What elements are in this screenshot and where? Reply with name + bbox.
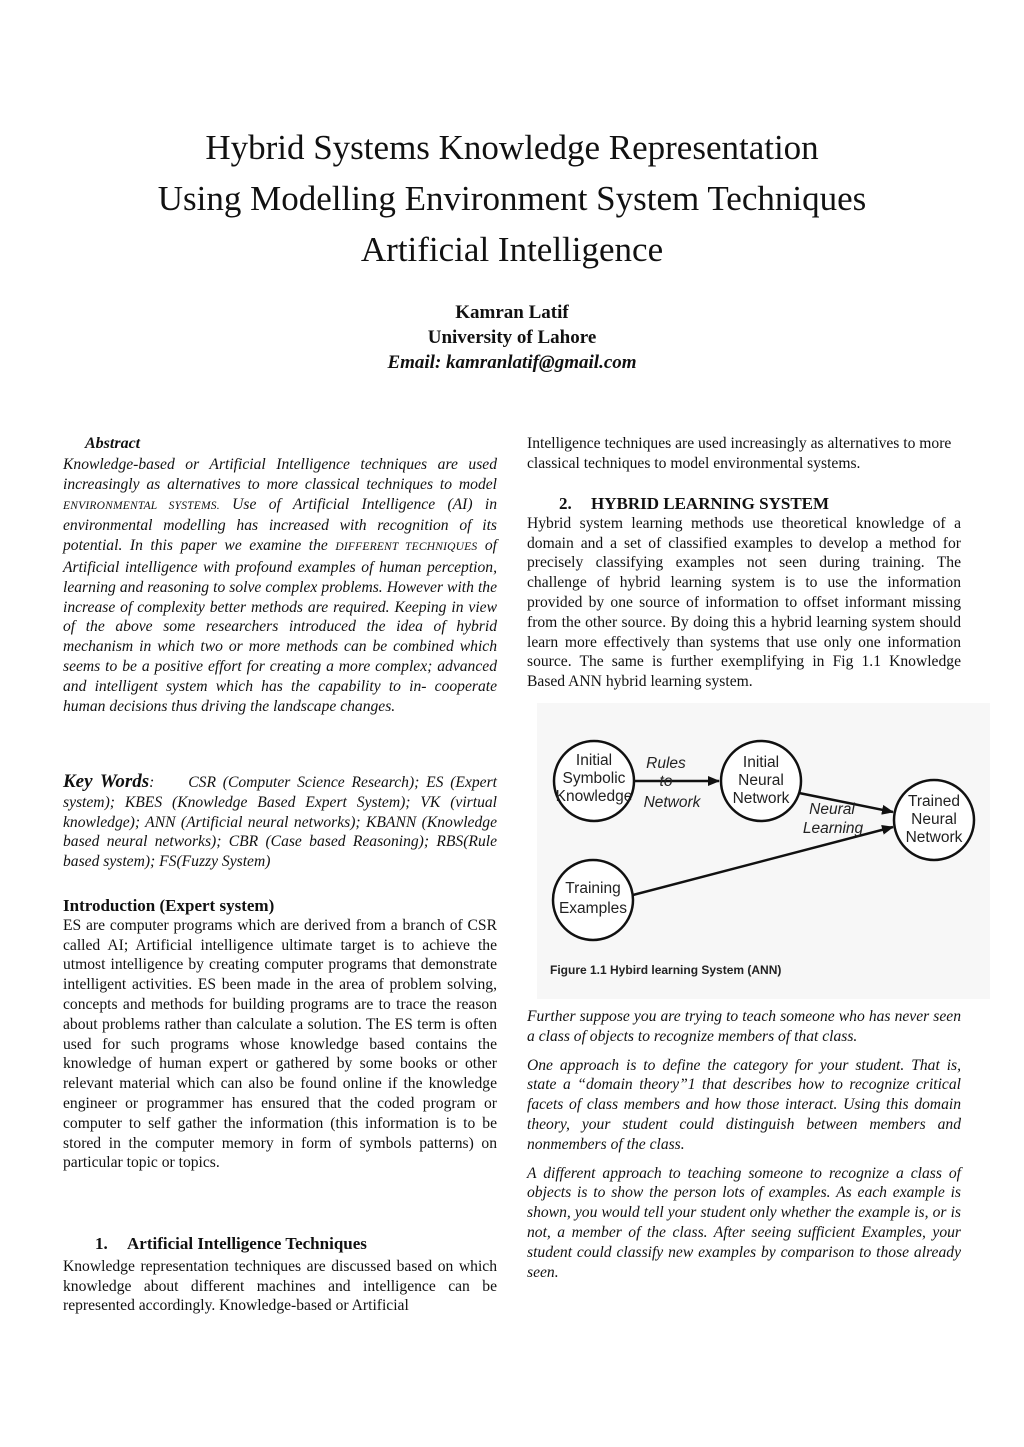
section-2-number: 2. [559, 494, 572, 513]
abstract-text [63, 455, 497, 716]
node-initial-symbolic-line3: Knowledge [555, 788, 633, 805]
author-name: Kamran Latif [455, 302, 569, 323]
section-1 [63, 1234, 497, 1316]
title-line-2: Using Modelling Environment System Techniques [157, 179, 867, 218]
node-initial-symbolic-line1: Initial [575, 752, 613, 769]
figure-caption: Figure 1.1 Hybird learning System (ANN) [550, 963, 782, 977]
abstract-smallcaps-2: DIFFERENT TECHNIQUES [335, 541, 478, 554]
abstract-text-b: Use of Artificial Intelligence (AI) in environmental modelling has increased with recognition of its potential. In this paper we examine the [63, 495, 497, 555]
section-1-text: Knowledge representation techniques are discussed based on which knowledge about different machines and intelligence can be represented accordingly. Knowledge-based or Artificial [63, 1257, 497, 1315]
section-1-continued [527, 434, 961, 474]
section-2-heading [527, 494, 961, 514]
abstract-smallcaps-1: ENVIRONMENTAL SYSTEMS. [63, 499, 220, 512]
keywords-label: Key Words [63, 771, 150, 792]
examples-paragraphs [527, 1007, 961, 1282]
node-trained-line1: Trained [908, 793, 960, 810]
node-training-line2: Examples [558, 900, 628, 917]
abstract-text-a: Knowledge-based or Artificial Intelligence techniques are used increasingly as alternatives to more classical techniques to model [63, 456, 497, 493]
title-line-1: Hybrid Systems Knowledge Representation [205, 128, 819, 167]
node-initial-neural-line1: Initial [742, 754, 780, 771]
arrow-training-examples [633, 827, 893, 895]
label-rules-line3: Network [643, 794, 701, 811]
abstract-text-c: of Artificial intelligence with profound examples of human perception, learning and reasoning to solve complex problems. However with the increase of complexity better methods are required. Keeping in view of the above some researchers introduced the idea of hybrid mechanism in which two or more methods can be combined which seems to be a positive effort for creating a more complex; advanced and intelligent system which has the capability to in- cooperate human decisions thus driving the landscape changes. [63, 537, 497, 715]
section-2 [527, 494, 961, 692]
paragraph-2: One approach is to define the category for your student. That is, state a “domain theory”1 that describes how to recognize critical facets of class members and how those interact. Using this domain theory, your student could distinguish between members and nonmembers of the class. [527, 1056, 961, 1153]
paragraph-1: Further suppose you are trying to teach someone who has never seen a class of objects to recognize members of that class. [527, 1008, 961, 1045]
label-learning-line2: Learning [802, 820, 864, 837]
figure-diagram [537, 703, 990, 999]
introduction-section [63, 896, 497, 1173]
abstract-heading: Abstract [85, 435, 141, 452]
keywords-list: CSR (Computer Science Research); ES (Expert system); KBES (Knowledge Based Expert System); VK (virtual knowledge); ANN (Artificial neural networks); KBANN (Knowledge based neural networks); CBR (Case based Reasoning); RBS(Rule based system); FS(Fuzzy System) [63, 774, 497, 871]
keywords-block [63, 772, 497, 872]
keywords-colon: : [149, 774, 155, 791]
node-initial-symbolic-line2: Symbolic [562, 770, 626, 787]
section-1-heading [63, 1234, 497, 1254]
author-email: Email: kamranlatif@gmail.com [387, 352, 637, 373]
introduction-text: ES are computer programs which are derived from a branch of CSR called AI; Artificial intelligence ultimate target is to achieve the utmost intelligence by creating computer programs that demonstrate intelligent activities. ES been made in the area of problem solving, concepts and methods for building programs are to trace the reason about problems rather than calculate a solution. The ES term is often used for such programs whose knowledge based contains the knowledge of human expert or gathered by some books or other relevant material which can also be found online if the knowledge engineer or programmer has ensured that the coded program or computer to self gather the information (this information is to be stored in the computer memory in form of symbols patterns) on particular topic or topics. [63, 916, 497, 1172]
node-initial-neural-line3: Network [732, 790, 790, 807]
paragraph-3: A different approach to teaching someone to recognize a class of objects is to show the person lots of examples. As each example is shown, you would tell your student only whether the example is, or is not, a member of the class. After seeing sufficient Examples, your student could classify new examples by comparison to those already seen. [527, 1164, 961, 1281]
section-2-text: Hybrid system learning methods use theoretical knowledge of a domain and a set of classified examples to develop a method for precisely classifying examples not seen during training. The challenge of hybrid learning system is to use the information provided by one source of information to offset informant missing from the other source. By doing this a hybrid learning system should learn more effectively than systems that use only one information source. The same is further exemplifying in Fig 1.1 Knowledge Based ANN hybrid learning system. [527, 514, 961, 691]
figure-1-1 [537, 703, 990, 999]
keywords-text [63, 772, 497, 872]
node-trained-line3: Network [905, 829, 963, 846]
section-1-continued-text: Intelligence techniques are used increasingly as alternatives to more classical techniques to model environmental systems. [527, 435, 952, 472]
label-learning-line1: Neural [809, 801, 855, 818]
node-trained-line2: Neural [911, 811, 957, 828]
paper-title [0, 122, 1024, 275]
abstract-body [63, 455, 497, 716]
label-rules-line2: to [659, 773, 673, 790]
introduction-heading: Introduction (Expert system) [63, 896, 275, 915]
node-initial-neural-line2: Neural [738, 772, 784, 789]
section-2-title: HYBRID LEARNING SYSTEM [591, 494, 830, 513]
section-1-number: 1. [95, 1234, 108, 1253]
title-line-3: Artificial Intelligence [360, 230, 664, 269]
section-1-title: Artificial Intelligence Techniques [127, 1234, 367, 1253]
node-training-line1: Training [565, 880, 621, 897]
author-affiliation: University of Lahore [427, 327, 597, 348]
author-block [0, 300, 1024, 375]
label-rules-line1: Rules [646, 755, 686, 772]
